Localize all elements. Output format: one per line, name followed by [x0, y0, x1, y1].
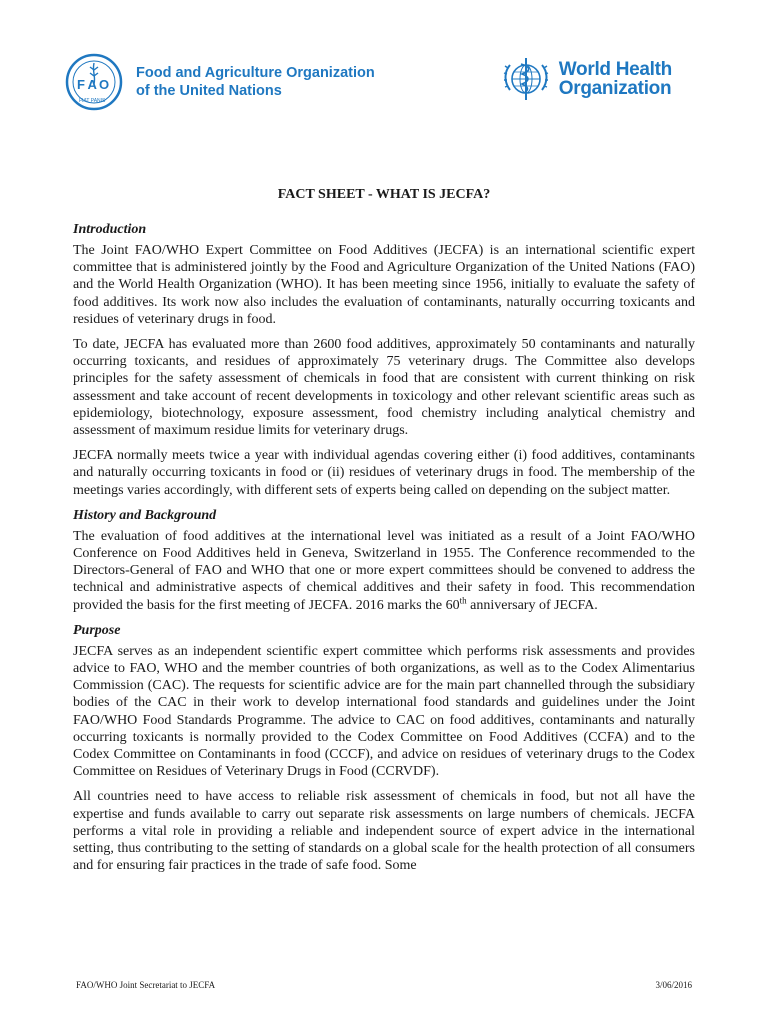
heading-history: History and Background	[73, 507, 217, 523]
fao-logo	[64, 52, 375, 112]
heading-introduction: Introduction	[73, 222, 147, 237]
footer-date: 3/06/2016	[655, 980, 692, 990]
who-logo	[499, 52, 672, 106]
fao-name-line1: Food and Agriculture Organization	[136, 65, 375, 81]
who-name-line2: Organization	[558, 78, 672, 99]
history-text-end: anniversary of JECFA.	[466, 597, 598, 613]
fao-emblem-f: F	[77, 77, 85, 92]
document-body	[73, 187, 695, 883]
heading-purpose: Purpose	[73, 622, 121, 638]
purpose-paragraph-2: All countries need to have access to reliable risk assessment of chemicals in food, but not all have the expertise and funds available to carry out separate risk assessments on large numbers of chemicals. JECFA performs a vital role in providing a reliable and independent source of expert advice in the international setting, thus contributing to the setting of standards on a global scale for the health protection of all consumers and for ensuring fair practices in the trade of safe food. Some	[73, 789, 695, 874]
fao-emblem-a: A	[87, 77, 97, 92]
page-header	[0, 0, 768, 120]
intro-paragraph-2: To date, JECFA has evaluated more than 2600 food additives, approximately 50 contaminants and naturally occurring toxicants, and residues of approximately 75 veterinary drugs. The Committee also develops principles for the safety assessment of chemicals in food that are consistent with current thinking on risk assessment and take account of recent developments in toxicology and other relevant scientific areas such as epidemiology, biotechnology, exposure assessment, food chemistry including analytical chemistry and assessment of maximum residue limits for veterinary drugs.	[73, 337, 695, 439]
fao-name	[136, 64, 375, 100]
document-title: FACT SHEET - WHAT IS JECFA?	[277, 187, 491, 202]
intro-paragraph-3: JECFA normally meets twice a year with individual agendas covering either (i) food additives, contaminants and naturally occurring toxicants in food or (ii) residues of veterinary drugs in food. The membership of the meetings varies accordingly, with different sets of experts being called on depending on the subject matter.	[73, 448, 695, 498]
history-paragraph-1	[73, 528, 695, 614]
footer-secretariat: FAO/WHO Joint Secretariat to JECFA	[76, 980, 216, 990]
fao-emblem-o: O	[99, 77, 110, 92]
fao-name-line2: of the United Nations	[136, 83, 282, 99]
page-footer	[76, 980, 692, 990]
ordinal-suffix: th	[459, 595, 467, 605]
history-text: The evaluation of food additives at the international level was initiated as a result of a Joint FAO/WHO Conference on Food Additives held in Geneva, Switzerland in 1955. The Conference recommended to the Directors-General of FAO and WHO that one or more expert committees should be convened to address the technical and administrative aspects of chemical additives and their safety in food. This recommendation provided the basis for the first meeting of JECFA. 2016 marks the 60	[73, 528, 695, 613]
purpose-paragraph-1: JECFA serves as an independent scientific expert committee which performs risk assessments and provides advice to FAO, WHO and the member countries of both organizations, as well as to the Codex Alimentarius Commission (CAC). The requests for scientific advice are for the main part channelled through the subsidiary bodies of the CAC in their work to develop international food standards and guidelines under the Joint FAO/WHO Food Standards Programme. The advice to CAC on food additives, contaminants and naturally occurring toxicants is normally provided to the Codex Committee on Food Additives (CCFA) and to the Codex Committee on Contaminants in food (CCCF), and advice on residues of veterinary drugs to the Codex Committee on Residues of Veterinary Drugs in Food (CCRVDF).	[73, 643, 695, 780]
fao-motto: FIAT PANIS	[79, 98, 106, 104]
who-name-line1: World Health	[558, 59, 672, 80]
fao-emblem-icon	[64, 52, 124, 112]
intro-paragraph-1: The Joint FAO/WHO Expert Committee on Food Additives (JECFA) is an international scientific expert committee that is administered jointly by the Food and Agriculture Organization of the United Nations (FAO) and the World Health Organization (WHO). It has been meeting since 1956, initially to evaluate the safety of food additives. Its work now also includes the evaluation of contaminants, naturally occurring toxicants and residues of veterinary drugs in food.	[73, 243, 695, 327]
who-name	[559, 60, 672, 98]
who-emblem-icon	[499, 52, 553, 106]
